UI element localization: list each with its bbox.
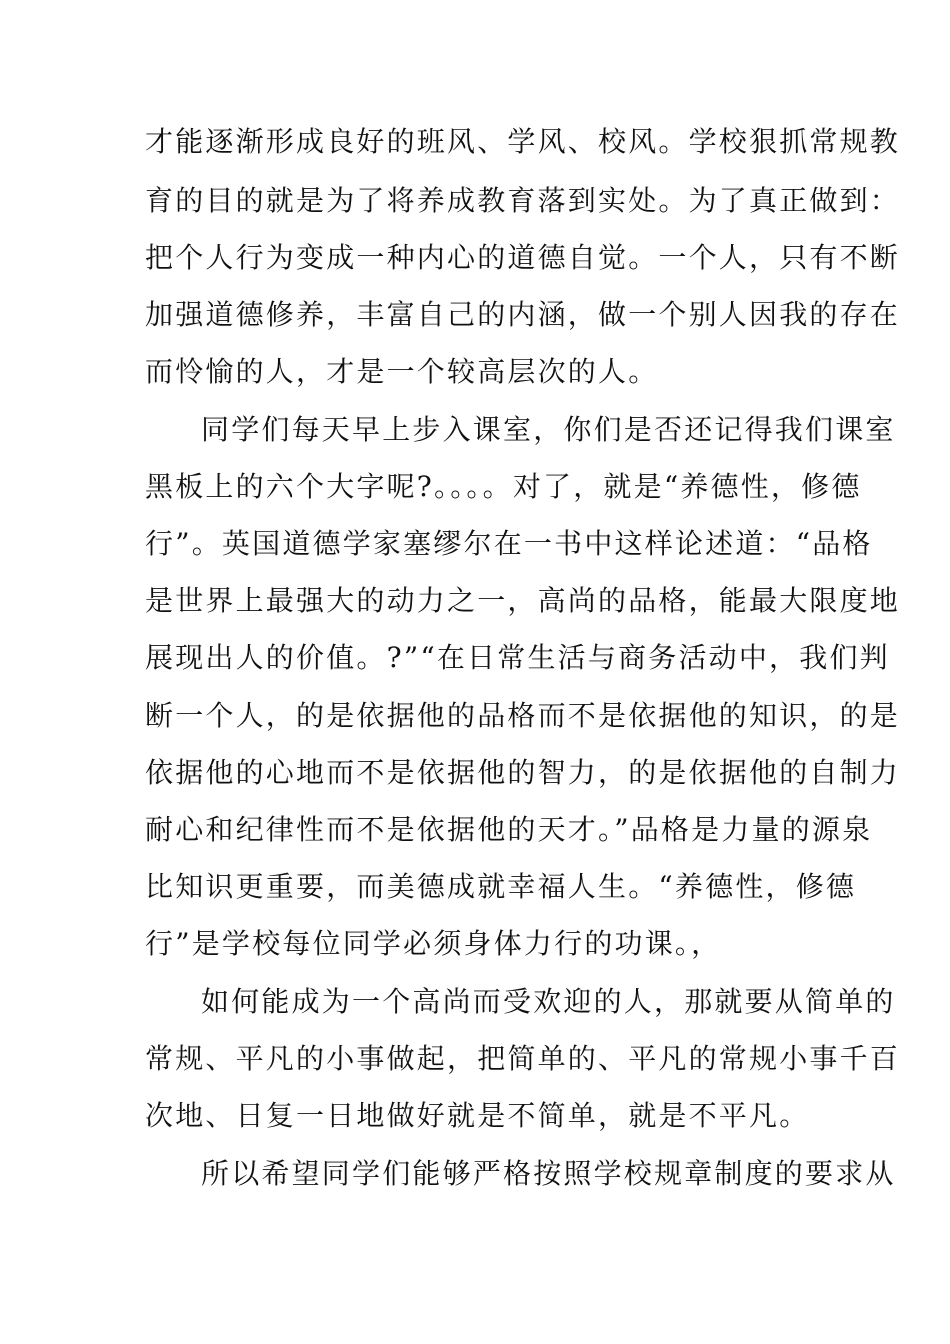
text-line: 而怜愉的人，才是一个较高层次的人。 <box>145 355 659 388</box>
text-line: 加强道德修养，丰富自己的内涵，做一个别人因我的存在 <box>145 298 901 331</box>
text-line: 展现出人的价值。?”“在日常生活与商务活动中，我们判 <box>145 641 890 674</box>
text-line: 行”。英国道德学家塞缪尔在一书中这样论述道：“品格 <box>145 527 873 560</box>
text-line: 才能逐渐形成良好的班风、学风、校风。学校狠抓常规教 <box>145 125 901 158</box>
text-line: 黑板上的六个大字呢?。。。。对了，就是“养德性，修德 <box>145 470 862 503</box>
text-line: 常规、平凡的小事做起，把简单的、平凡的常规小事千百 <box>145 1042 901 1075</box>
text-line: 把个人行为变成一种内心的道德自觉。一个人，只有不断 <box>145 241 901 274</box>
paragraph-start-line: 如何能成为一个高尚而受欢迎的人，那就要从简单的 <box>201 985 896 1018</box>
text-line: 育的目的就是为了将养成教育落到实处。为了真正做到： <box>145 184 901 217</box>
paragraph-start-line: 同学们每天早上步入课室，你们是否还记得我们课室 <box>201 413 896 446</box>
text-line: 耐心和纪律性而不是依据他的天才。”品格是力量的源泉 <box>145 813 873 846</box>
text-line: 依据他的心地而不是依据他的智力，的是依据他的自制力 <box>145 756 901 789</box>
text-line: 行”是学校每位同学必须身体力行的功课。， <box>145 927 722 960</box>
text-line: 是世界上最强大的动力之一，高尚的品格，能最大限度地 <box>145 584 901 617</box>
paragraph-start-line: 所以希望同学们能够严格按照学校规章制度的要求从 <box>201 1157 896 1190</box>
text-line: 次地、日复一日地做好就是不简单，就是不平凡。 <box>145 1099 810 1132</box>
text-line: 断一个人，的是依据他的品格而不是依据他的知识，的是 <box>145 699 901 732</box>
text-line: 比知识更重要，而美德成就幸福人生。“养德性，修德 <box>145 870 857 903</box>
